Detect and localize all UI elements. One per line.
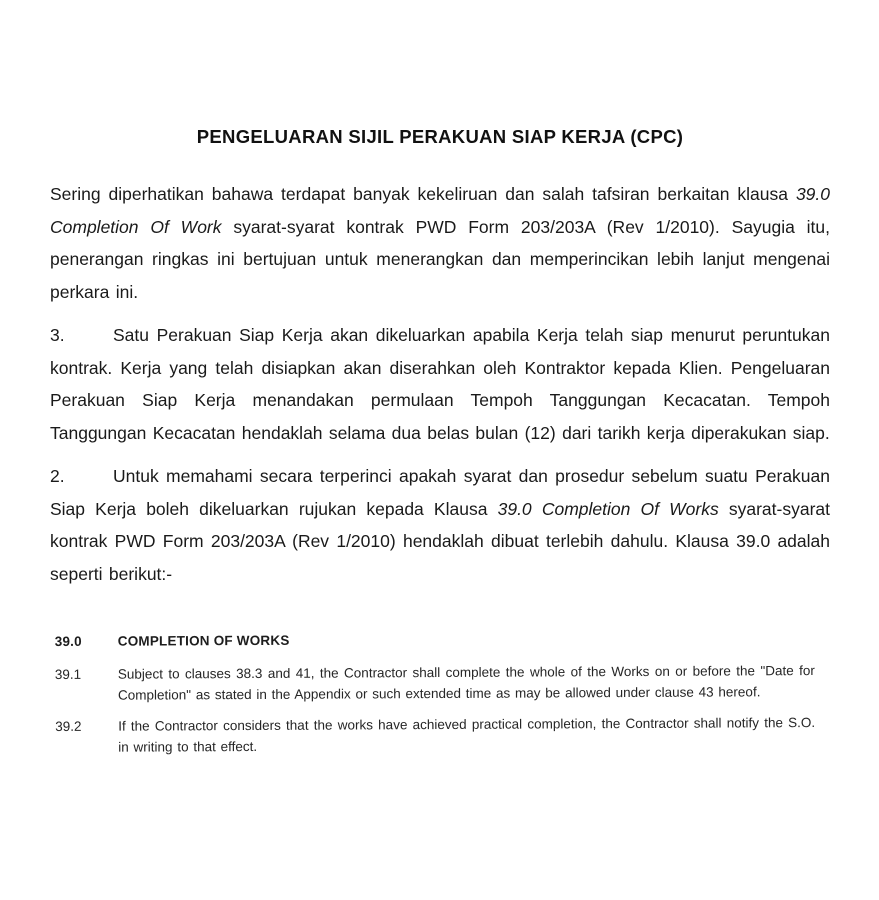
paragraph-2-text-part2: syarat-syarat kontrak PWD Form 203/203A (Rev 1/2010) hendaklah dibuat terlebih dahulu. Klausa 39.0 adalah seperti berikut:- [50,498,830,584]
clause-39-heading-title: COMPLETION OF WORKS [117,632,290,649]
clause-39-heading [55,630,830,649]
intro-clause-reference: 39.0 Completion Of Work [50,184,830,237]
document-title: PENGELUARAN SIJIL PERAKUAN SIAP KERJA (CPC) [196,126,684,147]
paragraph-3-text: Satu Perakuan Siap Kerja akan dikeluarkan apabila Kerja telah siap menurut peruntukan kontrak. Kerja yang telah disiapkan akan diserahkan oleh Kontraktor kepada Klien. Pengeluaran Perakuan Siap Kerja menandakan permulaan Tempoh Tanggungan Kecacatan. Tempoh Tanggungan Kecacatan hendaklah selama dua belas bulan (12) dari tarikh kerja diperakukan siap. [50,325,830,443]
clause-39-1-text: Subject to clauses 38.3 and 41, the Contractor shall complete the whole of the Works on or before the "Date for Completion" as stated in the Appendix or such extended time as may be allowed under clause 43 hereof. [117,663,815,703]
clause-39-1-item [55,661,830,706]
clause-39-1-number: 39.1 [54,666,82,683]
clause-39-2-item [55,713,830,758]
intro-text-part1: Sering diperhatikan bahawa terdapat banyak kekeliruan dan salah tafsiran berkaitan klausa [50,184,796,204]
clause-39-2-text: If the Contractor considers that the works have achieved practical completion, the Contractor shall notify the S.O. in writing to that effect. [118,715,816,755]
paragraph-2-text-part1: Untuk memahami secara terperinci apakah syarat dan prosedur sebelum suatu Perakuan Siap Kerja boleh dikeluarkan rujukan kepada Klausa [50,466,830,519]
paragraph-3-number: 3. [50,325,65,345]
clause-39-heading-number: 39.0 [54,633,82,650]
intro-text-part2: syarat-syarat kontrak PWD Form 203/203A (Rev 1/2010). Sayugia itu, penerangan ringkas ini bertujuan untuk menerangkan dan memperincikan lebih lanjut mengenai perkara ini. [50,216,831,302]
paragraph-numbered-2 [50,460,830,590]
intro-paragraph [50,178,830,308]
paragraph-2-number: 2. [50,466,65,486]
paragraph-2-clause-reference: 39.0 Completion Of Works [497,498,719,519]
paragraph-numbered-3 [50,319,830,449]
contract-clause-excerpt [50,630,831,758]
clause-39-2-number: 39.2 [55,718,82,735]
